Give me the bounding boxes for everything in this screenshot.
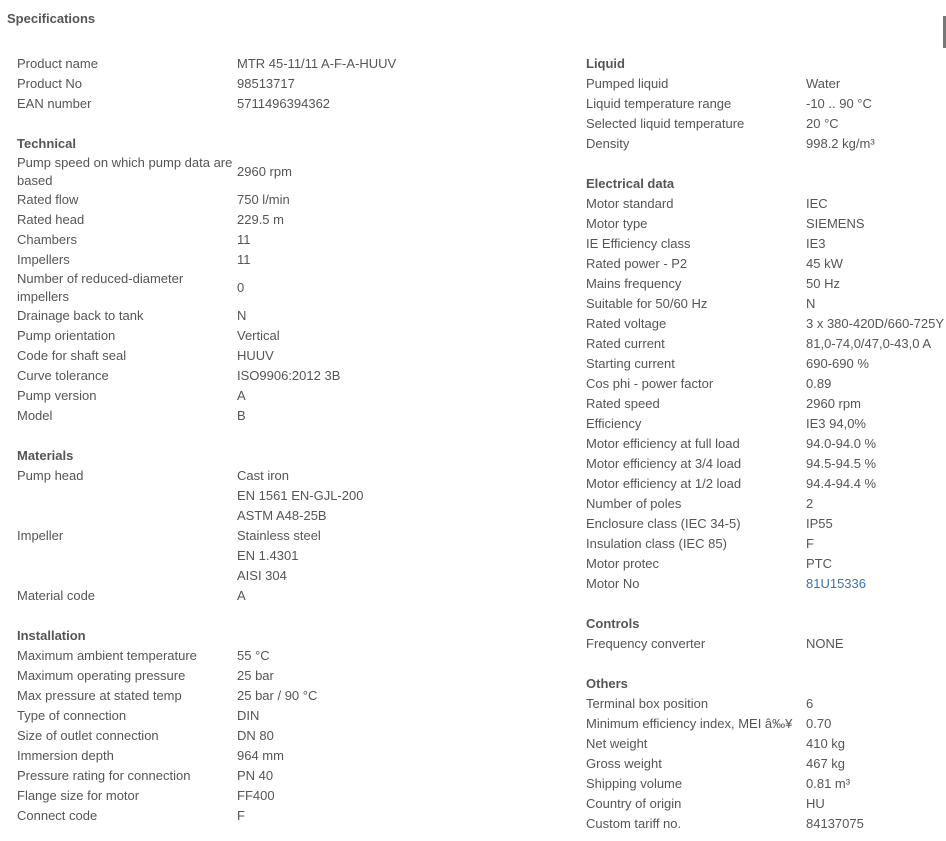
spec-value: 750 l/min (237, 192, 290, 207)
spec-value: 5711496394362 (237, 96, 331, 111)
spec-row (586, 794, 946, 814)
section-installation (17, 626, 557, 826)
right-spec-column (586, 54, 946, 841)
spec-label: Pump speed on which pump data are based (17, 155, 233, 188)
spec-row (586, 454, 946, 474)
spec-row (586, 414, 946, 434)
spec-row (586, 634, 946, 654)
spec-value: 0.70 (806, 716, 832, 731)
spec-row (586, 814, 946, 834)
spec-label: Pump head (17, 468, 84, 483)
spec-label: Country of origin (586, 796, 682, 811)
spec-value: Vertical (237, 328, 280, 343)
spec-value: SIEMENS (806, 216, 865, 231)
spec-label: Selected liquid temperature (586, 116, 745, 131)
section-liquid (586, 54, 946, 154)
spec-value: IE3 (806, 236, 826, 251)
spec-label: Impellers (17, 252, 70, 267)
spec-row (586, 514, 946, 534)
spec-label: Chambers (17, 232, 77, 247)
spec-value: 25 bar / 90 °C (237, 688, 318, 703)
spec-label: Type of connection (17, 708, 127, 723)
spec-label: Mains frequency (586, 276, 682, 291)
spec-label: Rated current (586, 336, 665, 351)
spec-row (17, 306, 557, 326)
spec-row (586, 94, 946, 114)
section-heading: Materials (17, 448, 74, 463)
spec-value: 410 kg (806, 736, 846, 751)
spec-value: 50 Hz (806, 276, 840, 291)
spec-row (17, 54, 557, 74)
spec-label: Minimum efficiency index, MEI â‰¥ (586, 716, 793, 731)
section-electrical-data (586, 174, 946, 594)
spec-label: EAN number (17, 96, 92, 111)
spec-value: FF400 (237, 788, 275, 803)
spec-row (586, 534, 946, 554)
spec-label: Drainage back to tank (17, 308, 144, 323)
spec-label: Gross weight (586, 756, 662, 771)
spec-value-line: Stainless steel (237, 528, 321, 543)
spec-label: Connect code (17, 808, 98, 823)
spec-row (17, 190, 557, 210)
spec-row (17, 466, 557, 526)
spec-value: 6 (806, 696, 814, 711)
spec-value: 0 (237, 280, 245, 295)
spec-row (17, 786, 557, 806)
spec-row (586, 394, 946, 414)
spec-value: 25 bar (237, 668, 274, 683)
spec-label: Curve tolerance (17, 368, 109, 383)
spec-value: 229.5 m (237, 212, 284, 227)
spec-label: Motor protec (586, 556, 659, 571)
spec-label: Flange size for motor (17, 788, 140, 803)
spec-label: Rated voltage (586, 316, 667, 331)
spec-value: 98513717 (237, 76, 295, 91)
spec-row (586, 734, 946, 754)
spec-value: 0.81 m³ (806, 776, 851, 791)
section-heading: Controls (586, 616, 640, 631)
spec-row (586, 774, 946, 794)
spec-row (17, 666, 557, 686)
spec-row (17, 806, 557, 826)
spec-value: NONE (806, 636, 844, 651)
spec-value: HUUV (237, 348, 274, 363)
section-heading: Electrical data (586, 176, 675, 191)
spec-label: Frequency converter (586, 636, 706, 651)
spec-label: Suitable for 50/60 Hz (586, 296, 708, 311)
spec-label: Efficiency (586, 416, 642, 431)
spec-label: Immersion depth (17, 748, 114, 763)
spec-row (17, 646, 557, 666)
spec-value: 94.4-94.4 % (806, 476, 877, 491)
spec-label: Pump orientation (17, 328, 116, 343)
spec-row (586, 214, 946, 234)
spec-label: Rated speed (586, 396, 660, 411)
spec-label: Impeller (17, 528, 64, 543)
spec-value: 964 mm (237, 748, 284, 763)
spec-label: Number of poles (586, 496, 682, 511)
spec-value: DIN (237, 708, 260, 723)
spec-row (17, 366, 557, 386)
spec-row (586, 194, 946, 214)
spec-row (586, 274, 946, 294)
section-heading: Technical (17, 136, 77, 151)
spec-row (17, 686, 557, 706)
spec-value-line: ASTM A48-25B (237, 508, 327, 523)
spec-value: A (237, 388, 246, 403)
spec-row (17, 346, 557, 366)
spec-value: 20 °C (806, 116, 839, 131)
spec-label: Maximum operating pressure (17, 668, 186, 683)
spec-row (586, 254, 946, 274)
spec-value: PN 40 (237, 768, 274, 783)
spec-value: F (806, 536, 814, 551)
section-controls (586, 614, 946, 654)
spec-value: 467 kg (806, 756, 846, 771)
spec-row (17, 270, 557, 306)
spec-row (17, 94, 557, 114)
spec-label: Material code (17, 588, 96, 603)
spec-value: 11 (237, 232, 251, 247)
section-materials (17, 446, 557, 606)
spec-label: Terminal box position (586, 696, 709, 711)
spec-value: F (237, 808, 245, 823)
spec-label: Motor efficiency at 3/4 load (586, 456, 742, 471)
spec-value: 81,0-74,0/47,0-43,0 A (806, 336, 932, 351)
spec-label: Net weight (586, 736, 648, 751)
spec-value: 998.2 kg/m³ (806, 136, 875, 151)
spec-label: Maximum ambient temperature (17, 648, 197, 663)
spec-value: MTR 45-11/11 A-F-A-HUUV (237, 56, 397, 71)
spec-value: ISO9906:2012 3B (237, 368, 341, 383)
spec-value: DN 80 (237, 728, 274, 743)
spec-label: Rated flow (17, 192, 79, 207)
spec-label: Custom tariff no. (586, 816, 682, 831)
spec-value (237, 526, 537, 586)
spec-value (806, 575, 946, 593)
section-general (17, 54, 557, 114)
spec-value: IEC (806, 196, 828, 211)
spec-row (17, 250, 557, 270)
spec-row (586, 554, 946, 574)
spec-label: Code for shaft seal (17, 348, 127, 363)
spec-value: IP55 (806, 516, 833, 531)
spec-value: 45 kW (806, 256, 843, 271)
spec-value-line: Cast iron (237, 468, 290, 483)
spec-value: IE3 94,0% (806, 416, 866, 431)
spec-row (17, 74, 557, 94)
spec-row (17, 526, 557, 586)
spec-label: Enclosure class (IEC 34-5) (586, 516, 741, 531)
spec-value: 2960 rpm (237, 164, 292, 179)
spec-value: 84137075 (806, 816, 864, 831)
spec-value: N (806, 296, 816, 311)
page-title: Specifications (7, 11, 96, 26)
spec-row (586, 294, 946, 314)
spec-row (17, 210, 557, 230)
spec-label: Rated head (17, 212, 85, 227)
spec-value: 94.5-94.5 % (806, 456, 877, 471)
section-technical (17, 134, 557, 426)
section-others (586, 674, 946, 834)
spec-value-line: EN 1.4301 (237, 548, 299, 563)
spec-row (586, 314, 946, 334)
spec-value: N (237, 308, 247, 323)
spec-row (586, 574, 946, 594)
spec-label: Pressure rating for connection (17, 768, 191, 783)
spec-label: IE Efficiency class (586, 236, 691, 251)
spec-label: Cos phi - power factor (586, 376, 714, 391)
spec-value-line: EN 1561 EN-GJL-200 (237, 488, 364, 503)
spec-value: B (237, 408, 246, 423)
spec-value: PTC (806, 556, 832, 571)
spec-label: Pumped liquid (586, 76, 669, 91)
spec-label: Motor standard (586, 196, 674, 211)
section-heading: Others (586, 676, 628, 691)
spec-value: 94.0-94.0 % (806, 436, 877, 451)
spec-row (17, 406, 557, 426)
spec-value (237, 466, 537, 526)
spec-row (586, 354, 946, 374)
spec-row (17, 746, 557, 766)
spec-value: Water (806, 76, 841, 91)
spec-row (17, 230, 557, 250)
spec-value: -10 .. 90 °C (806, 96, 872, 111)
spec-row (586, 234, 946, 254)
section-heading: Liquid (586, 56, 625, 71)
spec-row (586, 474, 946, 494)
spec-label: Motor type (586, 216, 648, 231)
spec-label: Starting current (586, 356, 675, 371)
spec-row (17, 706, 557, 726)
spec-label: Shipping volume (586, 776, 683, 791)
spec-row (17, 586, 557, 606)
spec-value: 55 °C (237, 648, 270, 663)
spec-row (586, 754, 946, 774)
spec-value: HU (806, 796, 825, 811)
spec-label: Insulation class (IEC 85) (586, 536, 727, 551)
spec-row (17, 326, 557, 346)
spec-value: 11 (237, 252, 251, 267)
spec-label: Motor No (586, 576, 640, 591)
spec-row (586, 114, 946, 134)
spec-row (586, 334, 946, 354)
spec-label: Size of outlet connection (17, 728, 159, 743)
spec-label: Number of reduced-diameter impellers (17, 271, 184, 304)
spec-value-line: AISI 304 (237, 568, 287, 583)
spec-row (586, 694, 946, 714)
spec-label: Liquid temperature range (586, 96, 732, 111)
spec-value: 690-690 % (806, 356, 869, 371)
section-heading: Installation (17, 628, 86, 643)
spec-row (586, 494, 946, 514)
spec-value: 2960 rpm (806, 396, 861, 411)
spec-row (17, 154, 557, 190)
spec-row (586, 714, 946, 734)
spec-value: 2 (806, 496, 814, 511)
spec-label: Rated power - P2 (586, 256, 688, 271)
spec-label: Max pressure at stated temp (17, 688, 182, 703)
spec-value: 0.89 (806, 376, 832, 391)
spec-label: Pump version (17, 388, 97, 403)
spec-row (586, 74, 946, 94)
left-spec-column (17, 54, 557, 841)
spec-row (17, 386, 557, 406)
spec-label: Product name (17, 56, 98, 71)
spec-label: Density (586, 136, 630, 151)
spec-value: A (237, 588, 246, 603)
spec-label: Model (17, 408, 53, 423)
motor-no-link[interactable]: 81U15336 (806, 576, 866, 591)
spec-row (586, 434, 946, 454)
spec-value: 3 x 380-420D/660-725Y (806, 316, 945, 331)
spec-row (586, 374, 946, 394)
spec-label: Motor efficiency at full load (586, 436, 740, 451)
spec-label: Motor efficiency at 1/2 load (586, 476, 742, 491)
spec-label: Product No (17, 76, 83, 91)
spec-row (17, 766, 557, 786)
spec-row (17, 726, 557, 746)
spec-row (586, 134, 946, 154)
